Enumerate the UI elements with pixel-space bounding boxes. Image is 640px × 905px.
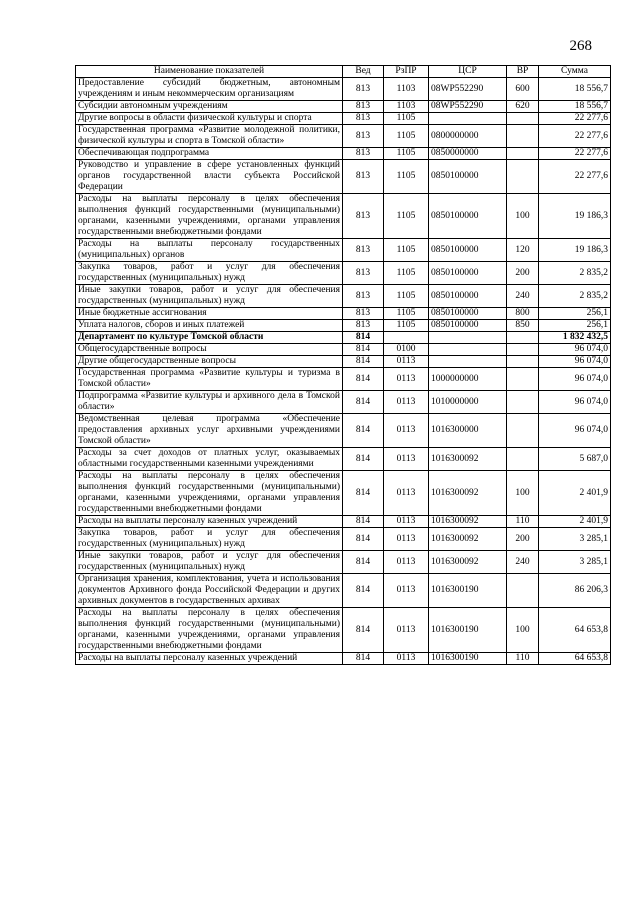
cell-ved: 813 <box>343 101 384 113</box>
cell-sum: 96 074,0 <box>539 391 611 414</box>
cell-rzpr: 0113 <box>384 368 429 391</box>
cell-sum: 2 401,9 <box>539 471 611 516</box>
cell-ved: 814 <box>343 356 384 368</box>
cell-sum: 3 285,1 <box>539 551 611 574</box>
cell-name: Расходы на выплаты персоналу государственных (муниципальных) органов <box>76 239 343 262</box>
column-header-rzpr: РзПР <box>384 66 429 78</box>
cell-sum: 22 277,6 <box>539 160 611 194</box>
cell-csr: 1016300092 <box>429 528 507 551</box>
cell-vr: 850 <box>507 320 539 332</box>
cell-csr: 0850000000 <box>429 148 507 160</box>
cell-sum: 22 277,6 <box>539 148 611 160</box>
table-row <box>76 160 611 194</box>
cell-name: Иные закупки товаров, работ и услуг для обеспечения государственных (муниципальных) нужд <box>76 551 343 574</box>
cell-csr <box>429 356 507 368</box>
cell-csr <box>429 344 507 356</box>
cell-sum: 22 277,6 <box>539 113 611 125</box>
cell-ved: 814 <box>343 344 384 356</box>
cell-csr: 0850100000 <box>429 262 507 285</box>
column-header-sum: Сумма <box>539 66 611 78</box>
cell-vr: 800 <box>507 308 539 320</box>
column-header-vr: ВР <box>507 66 539 78</box>
cell-name: Государственная программа «Развитие культуры и туризма в Томской области» <box>76 368 343 391</box>
cell-name: Обеспечивающая подпрограмма <box>76 148 343 160</box>
table-row <box>76 344 611 356</box>
cell-ved: 814 <box>343 471 384 516</box>
cell-rzpr: 1105 <box>384 113 429 125</box>
cell-name: Уплата налогов, сборов и иных платежей <box>76 320 343 332</box>
table-row <box>76 101 611 113</box>
cell-vr <box>507 414 539 448</box>
cell-rzpr: 0113 <box>384 356 429 368</box>
cell-rzpr: 1105 <box>384 285 429 308</box>
cell-ved: 814 <box>343 414 384 448</box>
cell-rzpr: 1105 <box>384 194 429 239</box>
cell-sum: 256,1 <box>539 320 611 332</box>
cell-vr: 120 <box>507 239 539 262</box>
table-row <box>76 516 611 528</box>
table-row <box>76 471 611 516</box>
cell-ved: 814 <box>343 368 384 391</box>
cell-ved: 813 <box>343 113 384 125</box>
cell-name: Расходы на выплаты персоналу в целях обеспечения выполнения функций государственными (муниципальными) органами, казенными учреждениями, органами управления государственными внебюджетными фондами <box>76 194 343 239</box>
cell-vr: 100 <box>507 194 539 239</box>
table-row <box>76 113 611 125</box>
budget-table <box>75 65 611 665</box>
cell-sum: 256,1 <box>539 308 611 320</box>
cell-ved: 814 <box>343 516 384 528</box>
cell-vr: 100 <box>507 471 539 516</box>
cell-ved: 813 <box>343 194 384 239</box>
table-row <box>76 448 611 471</box>
cell-name: Департамент по культуре Томской области <box>76 332 343 344</box>
cell-name: Субсидии автономным учреждениям <box>76 101 343 113</box>
cell-name: Расходы на выплаты персоналу в целях обеспечения выполнения функций государственными (муниципальными) органами, казенными учреждениями, органами управления государственными внебюджетными фондами <box>76 608 343 653</box>
table-row <box>76 148 611 160</box>
table-row <box>76 239 611 262</box>
cell-sum: 2 835,2 <box>539 262 611 285</box>
column-header-csr: ЦСР <box>429 66 507 78</box>
cell-vr <box>507 448 539 471</box>
cell-ved: 814 <box>343 653 384 665</box>
cell-sum: 18 556,7 <box>539 101 611 113</box>
cell-rzpr: 1103 <box>384 78 429 101</box>
cell-rzpr: 0113 <box>384 448 429 471</box>
cell-sum: 19 186,3 <box>539 194 611 239</box>
cell-csr: 08WP552290 <box>429 78 507 101</box>
cell-vr: 200 <box>507 528 539 551</box>
cell-rzpr: 0113 <box>384 528 429 551</box>
cell-rzpr: 1105 <box>384 125 429 148</box>
cell-name: Расходы за счет доходов от платных услуг, оказываемых областными государственными казенными учреждениями <box>76 448 343 471</box>
column-header-name: Наименование показателей <box>76 66 343 78</box>
cell-rzpr: 1105 <box>384 320 429 332</box>
cell-ved: 814 <box>343 332 384 344</box>
page-number: 268 <box>569 38 592 54</box>
cell-sum: 96 074,0 <box>539 344 611 356</box>
cell-vr: 240 <box>507 551 539 574</box>
cell-ved: 813 <box>343 308 384 320</box>
cell-name: Руководство и управление в сфере установленных функций органов государственной власти субъекта Российской Федерации <box>76 160 343 194</box>
cell-sum: 2 835,2 <box>539 285 611 308</box>
cell-ved: 813 <box>343 125 384 148</box>
cell-name: Другие общегосударственные вопросы <box>76 356 343 368</box>
table-row <box>76 391 611 414</box>
cell-sum: 3 285,1 <box>539 528 611 551</box>
cell-csr: 1016300190 <box>429 574 507 608</box>
cell-vr <box>507 332 539 344</box>
cell-ved: 814 <box>343 608 384 653</box>
cell-sum: 96 074,0 <box>539 356 611 368</box>
cell-name: Предоставление субсидий бюджетным, автономным учреждениям и иным некоммерческим организациям <box>76 78 343 101</box>
cell-name: Ведомственная целевая программа «Обеспечение предоставления архивных услуг архивными учреждениями Томской области» <box>76 414 343 448</box>
cell-rzpr: 1105 <box>384 160 429 194</box>
cell-name: Закупка товаров, работ и услуг для обеспечения государственных (муниципальных) нужд <box>76 262 343 285</box>
cell-vr: 200 <box>507 262 539 285</box>
cell-csr: 1016300190 <box>429 653 507 665</box>
table-row <box>76 332 611 344</box>
cell-csr: 1016300092 <box>429 551 507 574</box>
cell-ved: 813 <box>343 148 384 160</box>
cell-vr <box>507 125 539 148</box>
cell-csr: 1016300092 <box>429 448 507 471</box>
cell-rzpr: 0113 <box>384 653 429 665</box>
cell-ved: 814 <box>343 574 384 608</box>
cell-csr: 1000000000 <box>429 368 507 391</box>
cell-vr: 100 <box>507 608 539 653</box>
cell-ved: 813 <box>343 262 384 285</box>
cell-name: Иные бюджетные ассигнования <box>76 308 343 320</box>
table-row <box>76 285 611 308</box>
cell-sum: 96 074,0 <box>539 368 611 391</box>
table-row <box>76 653 611 665</box>
cell-ved: 813 <box>343 320 384 332</box>
cell-name: Расходы на выплаты персоналу казенных учреждений <box>76 653 343 665</box>
cell-csr <box>429 332 507 344</box>
table-body <box>76 78 611 665</box>
cell-sum: 86 206,3 <box>539 574 611 608</box>
cell-rzpr: 1105 <box>384 148 429 160</box>
cell-csr: 0850100000 <box>429 194 507 239</box>
table-row <box>76 125 611 148</box>
cell-ved: 813 <box>343 78 384 101</box>
cell-ved: 814 <box>343 528 384 551</box>
cell-rzpr <box>384 332 429 344</box>
cell-csr: 0850100000 <box>429 239 507 262</box>
cell-sum: 1 832 432,5 <box>539 332 611 344</box>
cell-ved: 814 <box>343 391 384 414</box>
table-row <box>76 356 611 368</box>
table-row <box>76 551 611 574</box>
table-header-row <box>76 66 611 78</box>
table-row <box>76 308 611 320</box>
cell-vr: 600 <box>507 78 539 101</box>
cell-ved: 813 <box>343 160 384 194</box>
cell-csr: 1016300092 <box>429 471 507 516</box>
cell-ved: 813 <box>343 285 384 308</box>
table-row <box>76 262 611 285</box>
cell-ved: 814 <box>343 448 384 471</box>
cell-ved: 814 <box>343 551 384 574</box>
cell-sum: 64 653,8 <box>539 653 611 665</box>
cell-csr: 0850100000 <box>429 160 507 194</box>
cell-rzpr: 0113 <box>384 471 429 516</box>
cell-rzpr: 0113 <box>384 574 429 608</box>
cell-rzpr: 1105 <box>384 239 429 262</box>
cell-csr: 0850100000 <box>429 285 507 308</box>
cell-vr <box>507 148 539 160</box>
table-row <box>76 574 611 608</box>
column-header-ved: Вед <box>343 66 384 78</box>
cell-rzpr: 0100 <box>384 344 429 356</box>
cell-sum: 64 653,8 <box>539 608 611 653</box>
cell-name: Расходы на выплаты персоналу в целях обеспечения выполнения функций государственными (муниципальными) органами, казенными учреждениями, органами управления государственными внебюджетными фондами <box>76 471 343 516</box>
cell-sum: 96 074,0 <box>539 414 611 448</box>
cell-vr: 620 <box>507 101 539 113</box>
cell-vr <box>507 113 539 125</box>
cell-sum: 18 556,7 <box>539 78 611 101</box>
cell-name: Общегосударственные вопросы <box>76 344 343 356</box>
cell-rzpr: 0113 <box>384 608 429 653</box>
cell-vr <box>507 344 539 356</box>
cell-ved: 813 <box>343 239 384 262</box>
cell-rzpr: 0113 <box>384 516 429 528</box>
cell-name: Расходы на выплаты персоналу казенных учреждений <box>76 516 343 528</box>
cell-sum: 5 687,0 <box>539 448 611 471</box>
cell-csr: 08WP552290 <box>429 101 507 113</box>
cell-csr: 1010000000 <box>429 391 507 414</box>
cell-vr <box>507 391 539 414</box>
cell-name: Иные закупки товаров, работ и услуг для обеспечения государственных (муниципальных) нужд <box>76 285 343 308</box>
cell-vr <box>507 356 539 368</box>
table-row <box>76 78 611 101</box>
cell-rzpr: 0113 <box>384 391 429 414</box>
table-row <box>76 528 611 551</box>
cell-vr <box>507 160 539 194</box>
cell-vr: 110 <box>507 516 539 528</box>
cell-csr <box>429 113 507 125</box>
cell-name: Другие вопросы в области физической культуры и спорта <box>76 113 343 125</box>
cell-csr: 0850100000 <box>429 308 507 320</box>
cell-vr: 240 <box>507 285 539 308</box>
table-row <box>76 320 611 332</box>
cell-csr: 0850100000 <box>429 320 507 332</box>
cell-name: Подпрограмма «Развитие культуры и архивного дела в Томской области» <box>76 391 343 414</box>
cell-sum: 2 401,9 <box>539 516 611 528</box>
cell-name: Организация хранения, комплектования, учета и использования документов Архивного фонда Российской Федерации и других архивных документов в государственных архивах <box>76 574 343 608</box>
cell-rzpr: 1105 <box>384 308 429 320</box>
cell-rzpr: 0113 <box>384 551 429 574</box>
cell-rzpr: 0113 <box>384 414 429 448</box>
table-row <box>76 608 611 653</box>
table-row <box>76 368 611 391</box>
cell-csr: 1016300190 <box>429 608 507 653</box>
cell-rzpr: 1103 <box>384 101 429 113</box>
cell-csr: 0800000000 <box>429 125 507 148</box>
table-row <box>76 194 611 239</box>
cell-csr: 1016300092 <box>429 516 507 528</box>
cell-name: Закупка товаров, работ и услуг для обеспечения государственных (муниципальных) нужд <box>76 528 343 551</box>
cell-rzpr: 1105 <box>384 262 429 285</box>
cell-name: Государственная программа «Развитие молодежной политики, физической культуры и спорта в Томской области» <box>76 125 343 148</box>
table-row <box>76 414 611 448</box>
cell-vr <box>507 368 539 391</box>
cell-vr <box>507 574 539 608</box>
cell-sum: 22 277,6 <box>539 125 611 148</box>
cell-csr: 1016300000 <box>429 414 507 448</box>
cell-sum: 19 186,3 <box>539 239 611 262</box>
cell-vr: 110 <box>507 653 539 665</box>
